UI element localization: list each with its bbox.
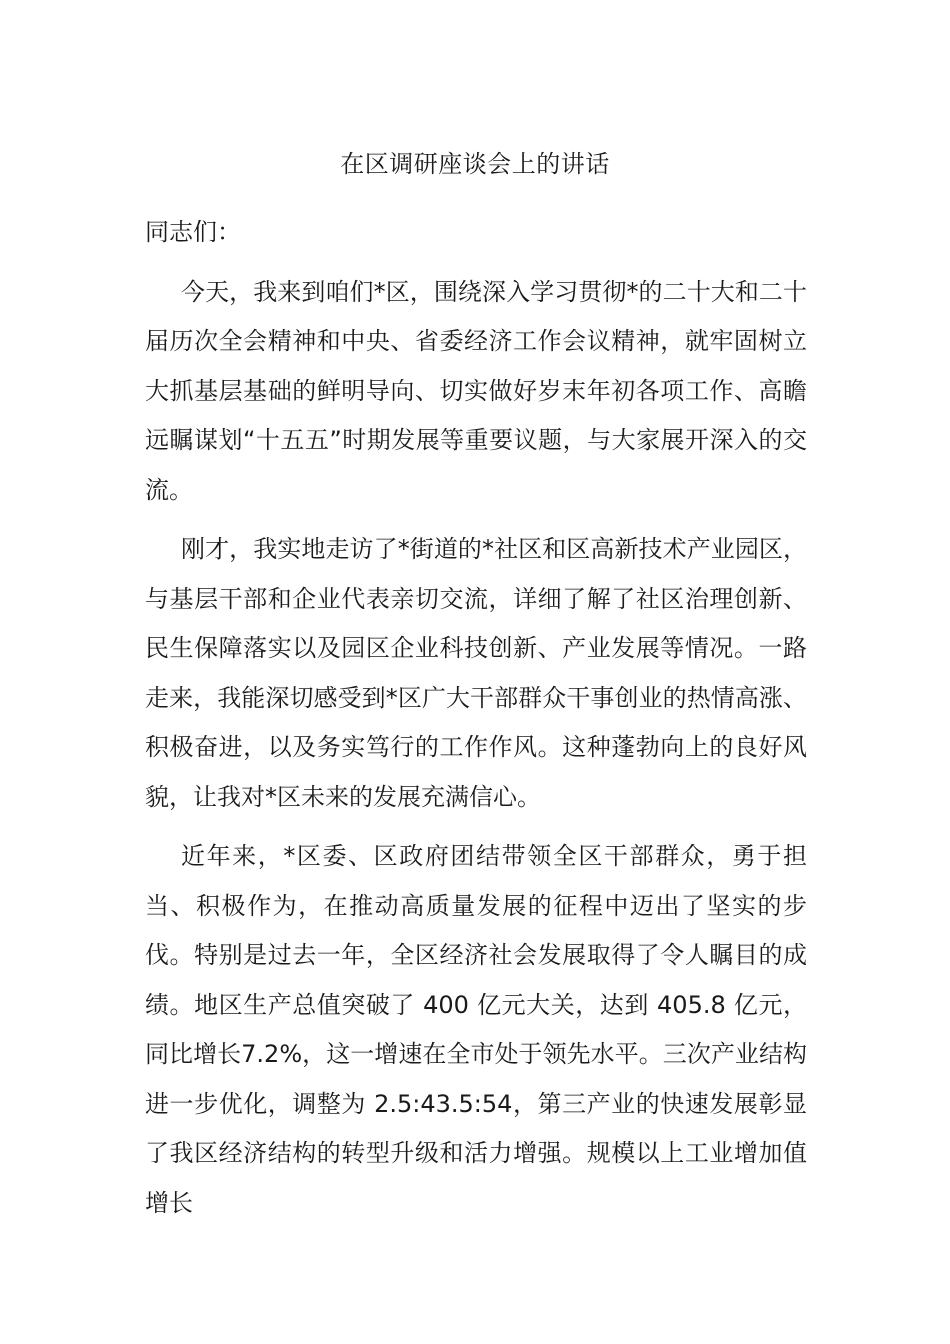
salutation: 同志们： [145, 218, 241, 246]
paragraph-2: 刚才，我实地走访了*街道的*社区和区高新技术产业园区，与基层干部和企业代表亲切交流，详细了解了社区治理创新、民生保障落实以及园区企业科技创新、产业发展等情况。一路走来，我能深切感受到*区广大干部群众干事创业的热情高涨、积极奋进，以及务实笃行的工作作风。这种蓬勃向上的良好风貌，让我对*区未来的发展充满信心。 [145, 535, 807, 811]
document-body [145, 208, 807, 1238]
paragraph-3: 近年来，*区委、区政府团结带领全区干部群众，勇于担当、积极作为，在推动高质量发展的征程中迈出了坚实的步伐。特别是过去一年，全区经济社会发展取得了令人瞩目的成绩。地区生产总值突破了 400 亿元大关，达到 405.8 亿元，同比增长7.2%，这一增速在全市处于领先水平。三次产业结构进一步优化，调整为 2.5:43.5:54，第三产业的快速发展彰显了我区经济结构的转型升级和活力增强。规模以上工业增加值增长 [145, 842, 807, 1217]
paragraph-1: 今天，我来到咱们*区，围绕深入学习贯彻*的二十大和二十届历次全会精神和中央、省委经济工作会议精神，就牢固树立大抓基层基础的鲜明导向、切实做好岁末年初各项工作、高瞻远瞩谋划“十五五”时期发展等重要议题，与大家展开深入的交流。 [145, 277, 807, 504]
document-title: 在区调研座谈会上的讲话 [340, 150, 610, 178]
